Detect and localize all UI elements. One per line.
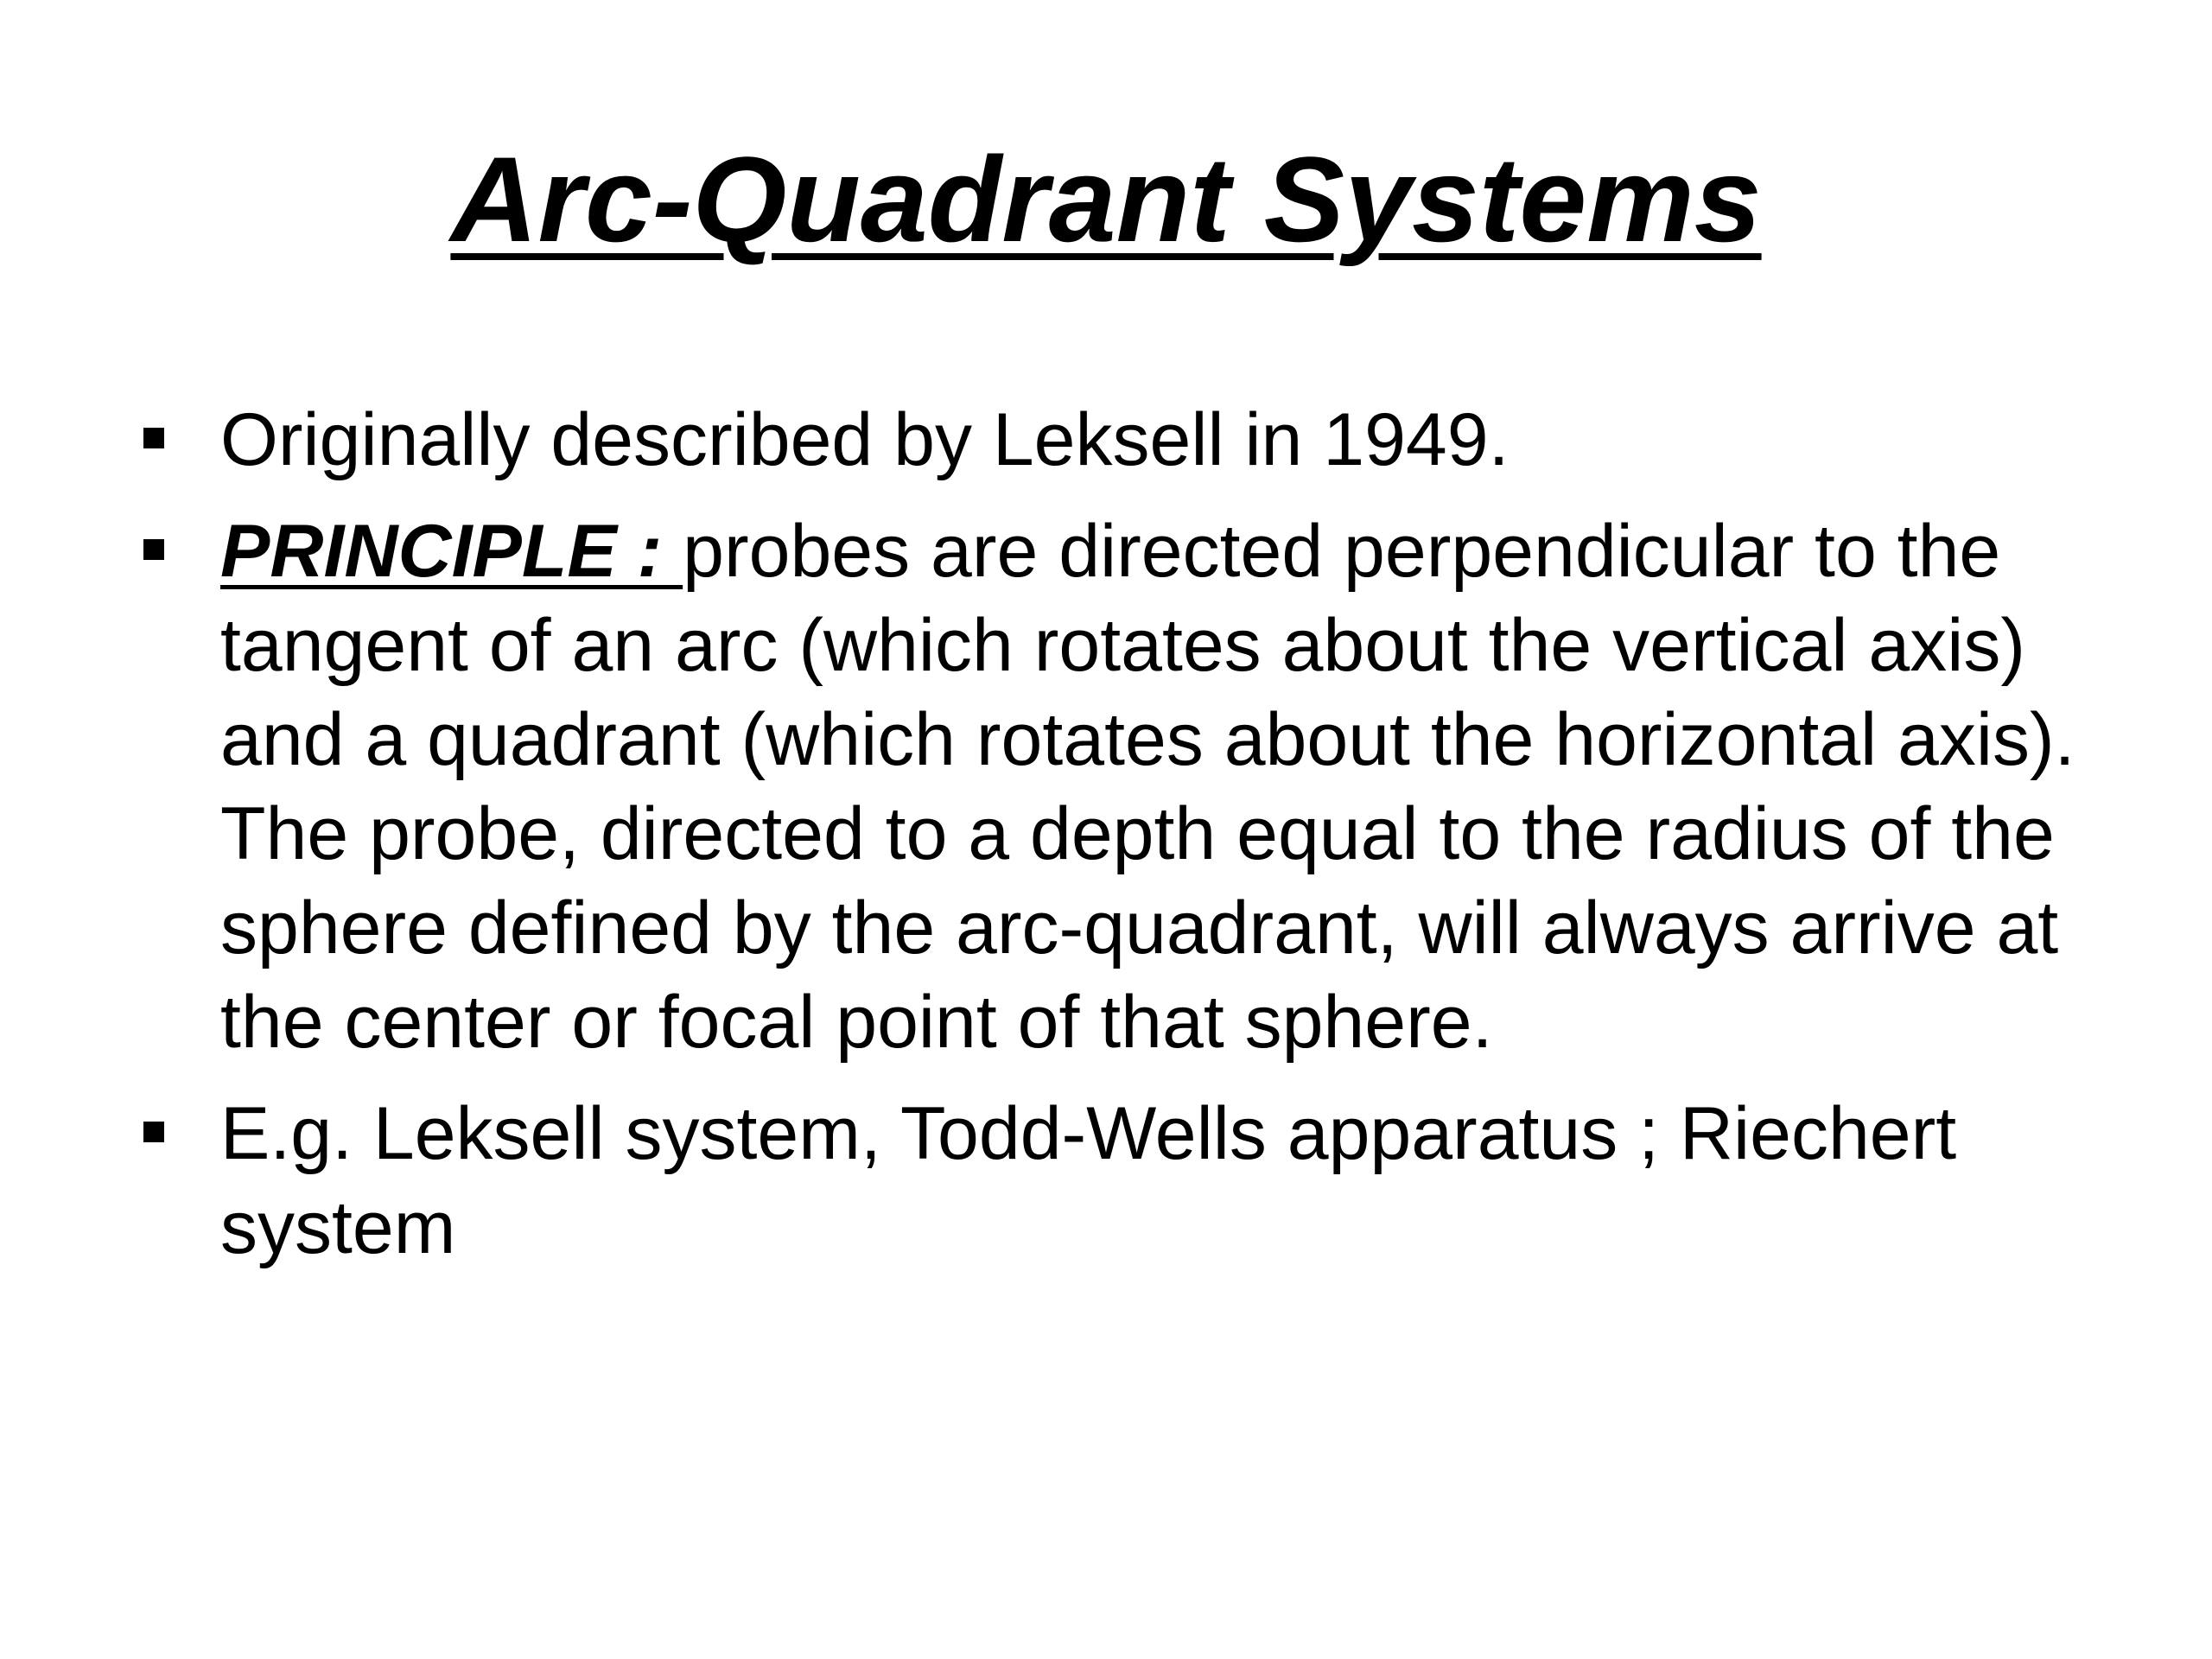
bullet-text: E.g. Leksell system, Todd-Wells apparatus ; Riechert system	[220, 1092, 1957, 1269]
bullet-text: probes are directed perpendicular to the tangent of an arc (which rotates about the vertical axis) and a quadrant (which rotates about the horizontal axis). The probe, directed to a depth equal to the radius of the sphere defined by the arc-quadrant, will always arrive at the center or focal point of that sphere.	[220, 510, 2075, 1064]
slide-title-text: Arc-Quadrant Systems	[450, 131, 1762, 267]
square-bullet-icon	[143, 539, 164, 560]
bullet-item-origin	[130, 393, 2117, 487]
bullet-text: Originally described by Leksell in 1949.	[220, 398, 1510, 481]
bullet-list	[130, 393, 2117, 1293]
bullet-item-principle	[130, 505, 2117, 1070]
square-bullet-icon	[143, 1122, 164, 1142]
principle-label: PRINCIPLE :	[220, 510, 683, 593]
slide-title	[0, 130, 2212, 269]
square-bullet-icon	[143, 428, 164, 448]
bullet-item-examples	[130, 1087, 2117, 1275]
